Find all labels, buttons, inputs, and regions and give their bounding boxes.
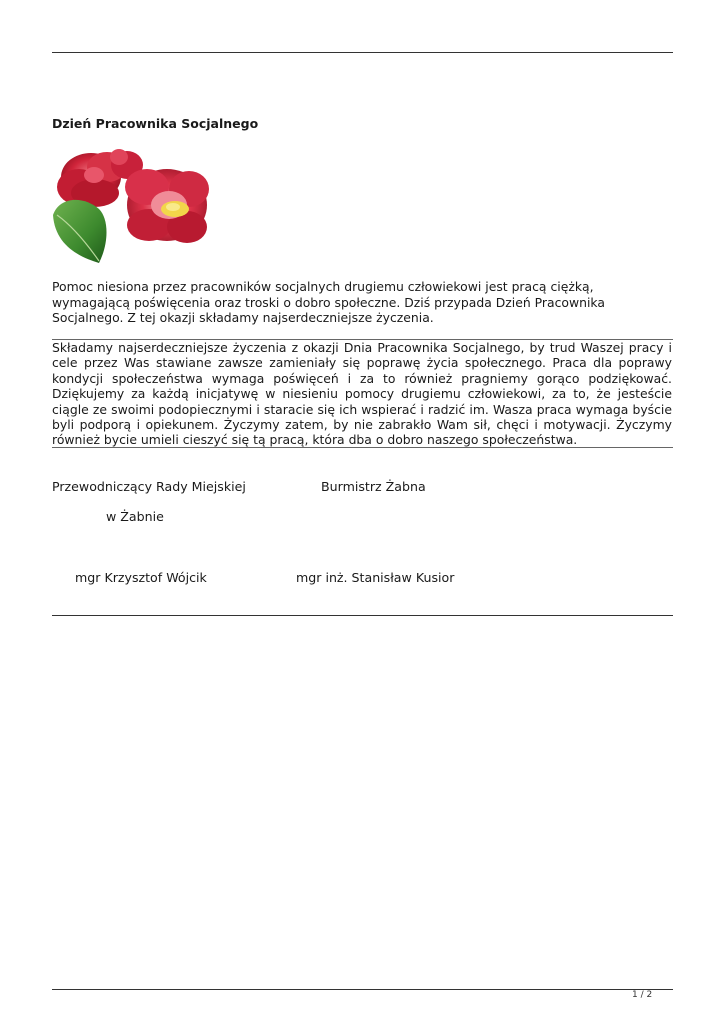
red-camellia-flower-icon xyxy=(49,145,211,267)
document-title: Dzień Pracownika Socjalnego xyxy=(52,116,259,131)
page-number: 1 / 2 xyxy=(632,990,653,1000)
intro-paragraph: Pomoc niesiona przez pracowników socjalnych drugiemu człowiekowi jest pracą ciężką, wymagającą poświęcenia oraz troski o dobro społeczne. Dziś przypada Dzień Pracownika Socjalnego. Z tej okazji składamy najserdeczniejsze życzenia. xyxy=(52,279,605,325)
left-signatory-role: Przewodniczący Rady Miejskiej xyxy=(52,479,246,494)
right-signatory-name: mgr inż. Stanisław Kusior xyxy=(296,570,455,585)
top-divider xyxy=(52,52,673,53)
right-blossom xyxy=(125,169,209,243)
leaf xyxy=(53,200,107,263)
left-signatory-name: mgr Krzysztof Wójcik xyxy=(75,570,207,585)
left-signatory-place: w Żabnie xyxy=(106,509,164,524)
wishes-paragraph: Składamy najserdeczniejsze życzenia z okazji Dnia Pracownika Socjalnego, by trud Waszej pracy i cele przez Was stawiane zawsze zamieniały się poprawę życia społecznego. Praca dla poprawy kondycji społeczeństwa wymaga poświęceń i za to również pragniemy gorąco podziękować. Dziękujemy za każdą inicjatywę w niesieniu pomocy drugiemu człowiekowi, za to, że jesteście ciągle ze swoimi podopiecznymi i staracie się ich wspierać i radzić im. Wasza praca wymaga byście byli podporą i opiekunem. Życzymy zatem, by nie zabrakło Wam sił, chęci i motywacji. Życzymy również bycie umieli cieszyć się tą pracą, która dba o dobro naszego społeczeństwa. xyxy=(52,340,672,448)
wishes-bottom-divider xyxy=(52,447,673,448)
footer-divider xyxy=(52,989,673,990)
right-signatory-role: Burmistrz Żabna xyxy=(321,479,426,494)
signatures-divider xyxy=(52,615,673,616)
